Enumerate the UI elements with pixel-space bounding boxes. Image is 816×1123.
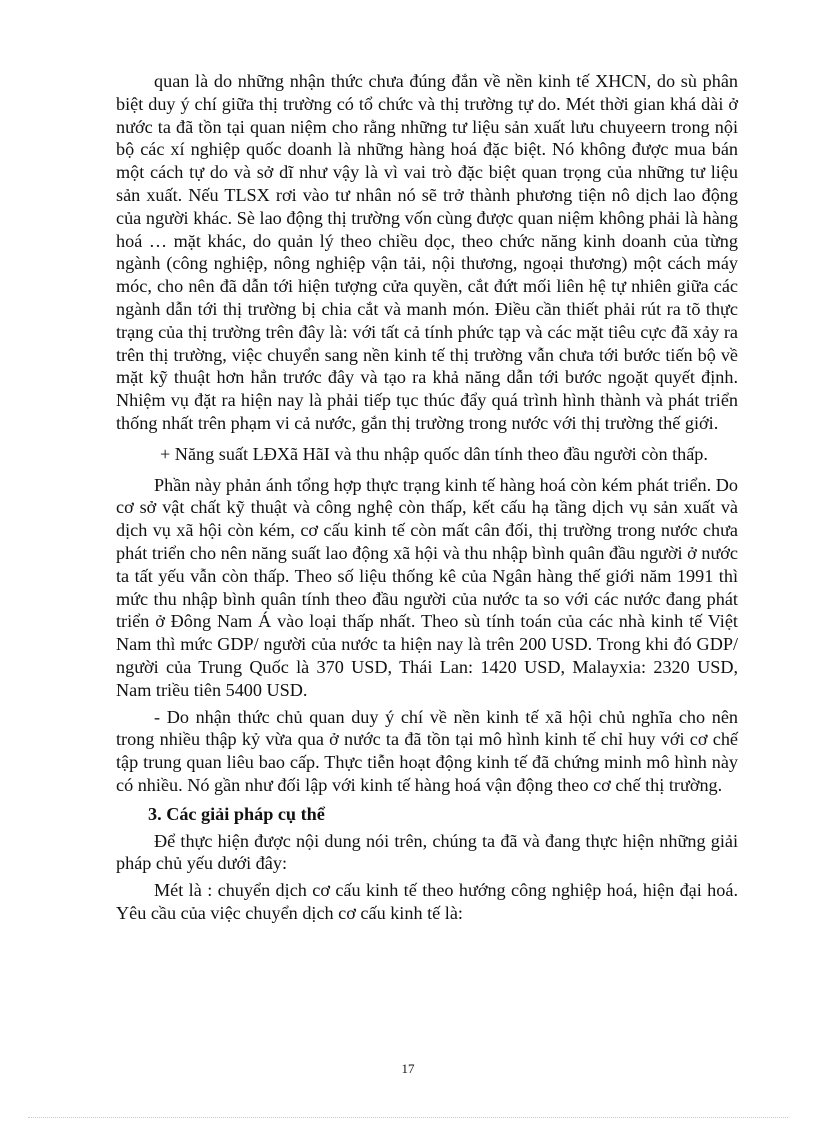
paragraph-solutions-intro: Để thực hiện được nội dung nói trên, chúng ta đã và đang thực hiện những giải pháp chủ yếu dưới đây:: [116, 830, 738, 874]
paragraph-market-perception: quan là do những nhận thức chưa đúng đắn về nền kinh tế XHCN, do sù phân biệt duy ý chí giữa thị trường có tổ chức và thị trường tự do. Mét thời gian khá dài ở nước ta đã tồn tại quan niệm cho rằng những tư liệu sản xuất lưu chuyeern trong nội bộ các xí nghiệp quốc doanh là những hàng hoá đặc biệt. Nó không được mua bán một cách tự do và sở dĩ như vậy là vì vai trò đặc biệt quan trọng của những tư liệu sản xuất. Nếu TLSX rơi vào tư nhân nó sẽ trở thành phương tiện nô dịch lao động của người khác. Sè lao động thị trường vốn cùng được quan niệm không phải là hàng hoá … mặt khác, do quản lý theo chiều dọc, theo chức năng kinh doanh của từng ngành (công nghiệp, nông nghiệp vận tải, nội thương, ngoại thương) một cách máy móc, cho nên đã dẫn tới hiện tượng cửa quyền, cắt đứt mối liên hệ tự nhiên giữa các ngành dẫn tới thị trường bị chia cắt và manh món. Điều cần thiết phải rút ra tõ thực trạng của thị trường trên đây là: với tất cả tính phức tạp và các mặt tiêu cực đã xảy ra trên thị trường, việc chuyển sang nền kinh tế thị trường vẫn chưa tới bước tiến bộ về mặt kỹ thuật hơn hẳn trước đây và tạo ra khả năng dẫn tới bước ngoặt quyết định. Nhiệm vụ đặt ra hiện nay là phải tiếp tục thúc đẩy quá trình hình thành và phát triển thống nhất trên phạm vi cả nước, gắn thị trường trong nước với thị trường thế giới.: [116, 71, 738, 433]
page-bottom-divider: [28, 1117, 788, 1118]
section-heading: 3. Các giải pháp cụ thể: [148, 803, 325, 824]
page-number: 17: [401, 1061, 415, 1076]
document-body: [116, 70, 738, 925]
paragraph-first-solution: Mét là : chuyển dịch cơ cấu kinh tế theo hướng công nghiệp hoá, hiện đại hoá. Yêu cầu của việc chuyển dịch cơ cấu kinh tế là:: [116, 880, 738, 923]
paragraph-command-economy: - Do nhận thức chủ quan duy ý chí về nền kinh tế xã hội chủ nghĩa cho nên trong nhiều thập kỷ vừa qua ở nước ta đã tồn tại mô hình kinh tế chỉ huy với cơ chế tập trung quan liêu bao cấp. Thực tiễn hoạt động kinh tế đã chứng minh mô hình này có nhiều. Nó gần như đối lập với kinh tế hàng hoá vận động theo cơ chế thị trường.: [116, 706, 738, 795]
paragraph-income-analysis: Phần này phản ánh tổng hợp thực trạng kinh tế hàng hoá còn kém phát triển. Do cơ sở vật chất kỹ thuật và công nghệ còn thấp, kết cấu hạ tầng dịch vụ sản xuất và dịch vụ xã hội còn kém, cơ cấu kinh tế còn mất cân đối, thị trường trong nước chưa phát triển cho nên năng suất lao động xã hội và thu nhập bình quân đầu người ở nước ta tất yếu vẫn còn thấp. Theo số liệu thống kê của Ngân hàng thế giới năm 1991 thì mức thu nhập bình quân tính theo đầu người của nước ta so với các nước đang phát triển ở Đông Nam Á vào loại thấp nhất. Theo sù tính toán của các nhà kinh tế Việt Nam thì mức GDP/ người của nước ta hiện nay là trên 200 USD. Trong khi đó GDP/ người của Trung Quốc là 370 USD, Thái Lan: 1420 USD, Malayxia: 2320 USD, Nam triều tiên 5400 USD.: [116, 474, 738, 700]
paragraph-productivity-point: + Năng suất LĐXã HãI và thu nhập quốc dân tính theo đầu người còn thấp.: [160, 443, 708, 464]
